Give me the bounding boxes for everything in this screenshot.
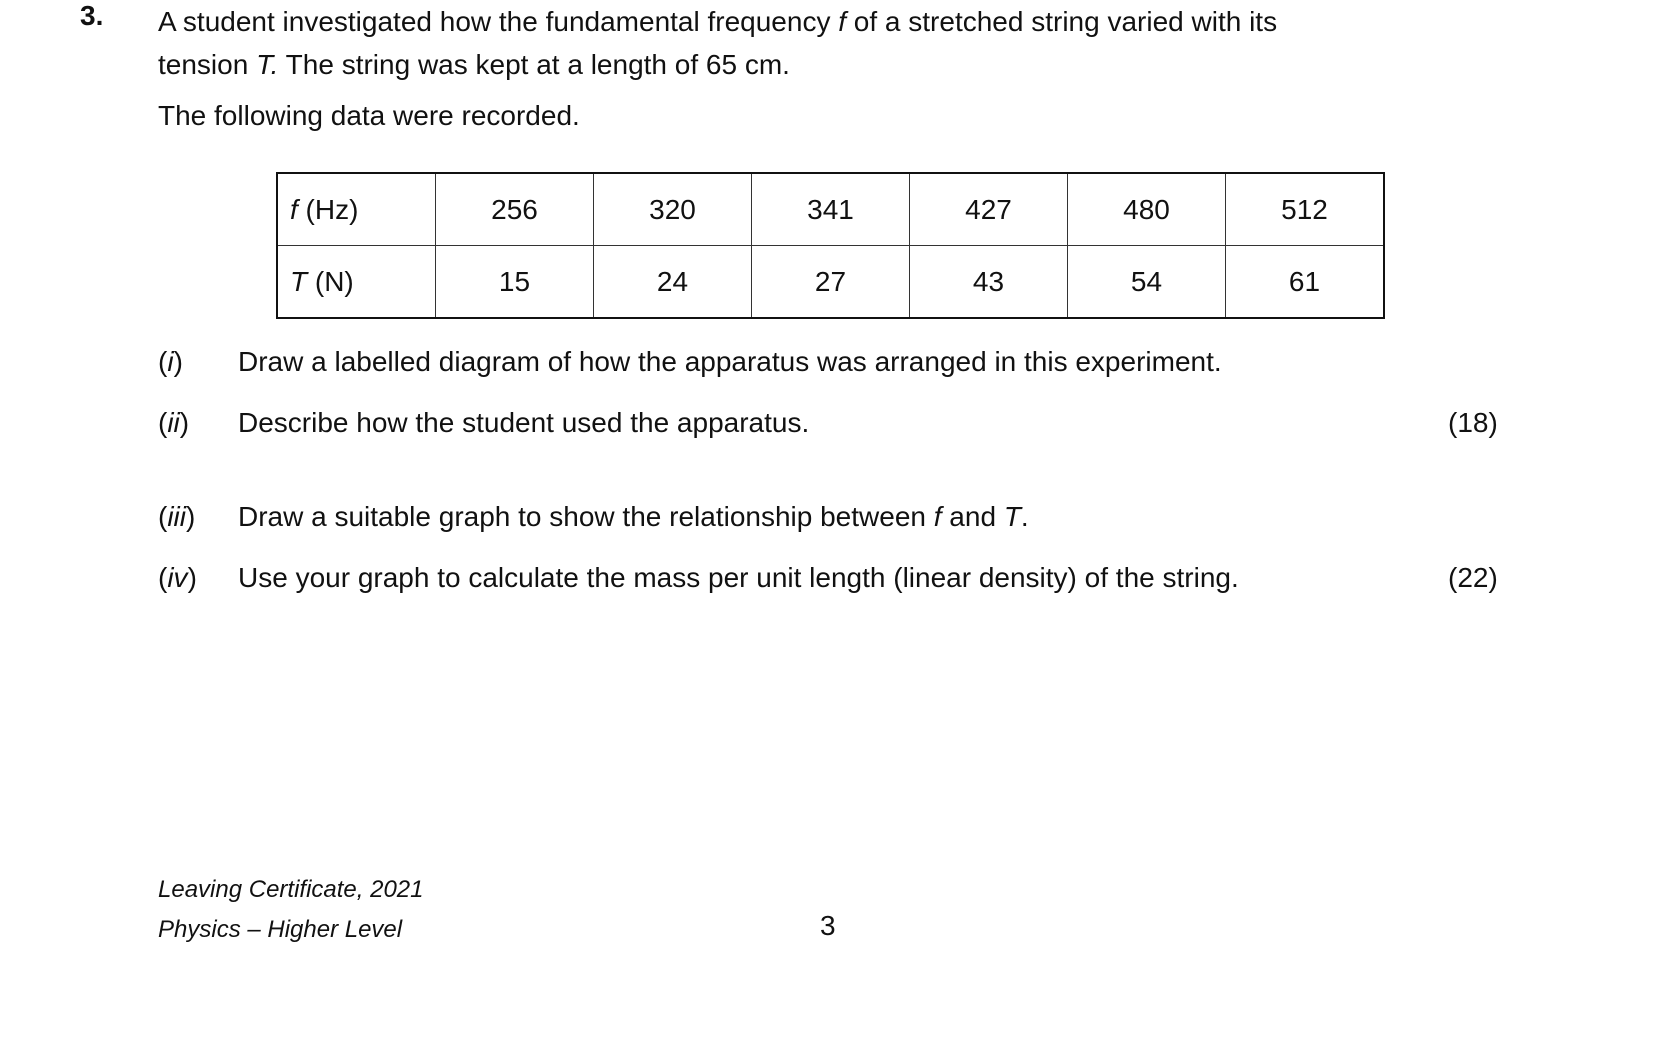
symbol-f: f <box>838 6 847 37</box>
table-cell: 61 <box>1226 246 1385 319</box>
table-cell: 27 <box>752 246 910 319</box>
footer-subject: Physics – Higher Level <box>158 916 403 943</box>
page-number: 3 <box>820 910 836 941</box>
part-iv: (iv) Use your graph to calculate the mass per unit length (linear density) of the string. <box>158 562 1239 593</box>
table-cell: 427 <box>910 173 1068 246</box>
data-table <box>276 172 1385 319</box>
table-row <box>277 173 1384 246</box>
row-header-frequency: f (Hz) <box>277 173 436 246</box>
marks-18: (18) <box>1448 407 1498 438</box>
table-cell: 341 <box>752 173 910 246</box>
question-number: 3. <box>80 0 104 31</box>
table-row <box>277 246 1384 319</box>
table-cell: 320 <box>594 173 752 246</box>
stem-text: of a stretched string varied with its <box>846 6 1278 37</box>
part-iii: (iii) Draw a suitable graph to show the relationship between f and T. <box>158 501 1029 532</box>
table-cell: 54 <box>1068 246 1226 319</box>
stem-text: A student investigated how the fundamental frequency <box>158 6 839 37</box>
row-header-tension: T (N) <box>277 246 436 319</box>
symbol-T: T. <box>256 49 279 80</box>
footer-exam: Leaving Certificate, 2021 <box>158 876 424 903</box>
part-text: Draw a labelled diagram of how the apparatus was arranged in this experiment. <box>238 346 1222 377</box>
table-cell: 15 <box>436 246 594 319</box>
table-cell: 24 <box>594 246 752 319</box>
table-cell: 43 <box>910 246 1068 319</box>
part-i: (i) Draw a labelled diagram of how the apparatus was arranged in this experiment. <box>158 346 1222 377</box>
question-stem <box>158 0 1458 86</box>
part-text: Use your graph to calculate the mass per unit length (linear density) of the string. <box>238 562 1239 593</box>
stem-text: tension <box>158 49 257 80</box>
table-cell: 480 <box>1068 173 1226 246</box>
data-intro: The following data were recorded. <box>158 100 580 131</box>
table-cell: 512 <box>1226 173 1385 246</box>
table-cell: 256 <box>436 173 594 246</box>
part-ii: (ii) Describe how the student used the apparatus. <box>158 407 810 438</box>
part-text: Describe how the student used the apparatus. <box>238 407 810 438</box>
marks-22: (22) <box>1448 562 1498 593</box>
stem-text: The string was kept at a length of 65 cm. <box>278 49 790 80</box>
